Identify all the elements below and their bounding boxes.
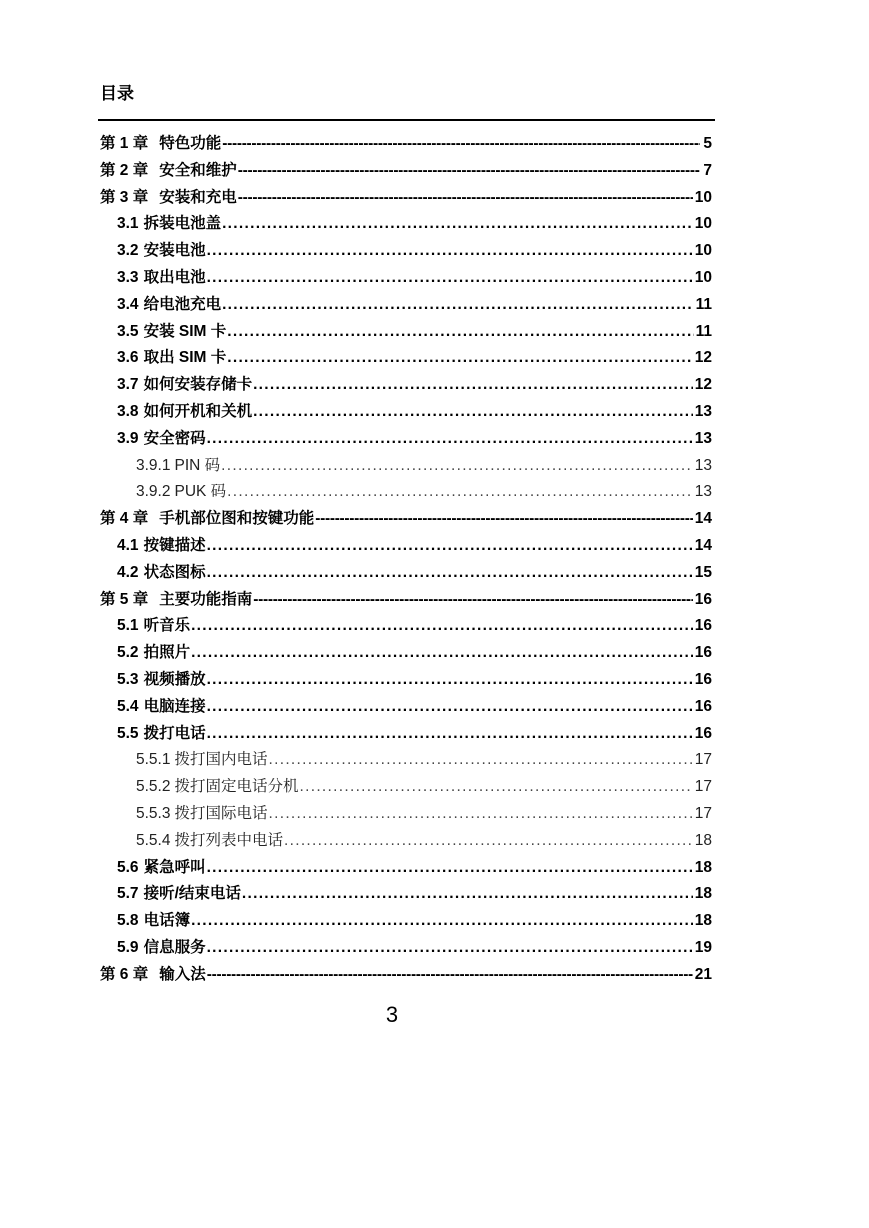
toc-entry-title: 拆装电池盖 bbox=[143, 215, 222, 233]
toc-entry[interactable] bbox=[100, 292, 712, 319]
toc-entry-title: 视频播放 bbox=[143, 670, 206, 688]
toc-entry-page: 13 bbox=[694, 483, 712, 501]
toc-entry[interactable] bbox=[100, 694, 712, 721]
toc-entry[interactable] bbox=[100, 962, 712, 989]
toc-entry-title: 输入法 bbox=[159, 965, 206, 983]
toc-entry[interactable] bbox=[100, 828, 712, 855]
toc-entry-title: 按键描述 bbox=[143, 536, 206, 554]
toc-entry[interactable] bbox=[100, 721, 712, 748]
toc-entry[interactable] bbox=[100, 908, 712, 935]
toc-leader bbox=[207, 721, 693, 748]
toc-entry-page: 21 bbox=[694, 965, 712, 983]
toc-entry-page: 19 bbox=[694, 938, 712, 956]
toc-entry-page: 12 bbox=[694, 349, 712, 367]
toc-entry[interactable] bbox=[100, 238, 712, 265]
toc-entry[interactable] bbox=[100, 855, 712, 882]
toc-entry-number: 3.9 bbox=[117, 429, 139, 447]
toc-leader bbox=[191, 613, 693, 640]
toc-entry-title: 拨打国内电话 bbox=[174, 751, 268, 769]
toc-entry-title: 安全和维护 bbox=[159, 161, 237, 179]
toc-entry-title: 如何安装存储卡 bbox=[143, 376, 253, 394]
toc-entry-page: 11 bbox=[695, 322, 712, 340]
toc-entry-title: 拍照片 bbox=[143, 644, 191, 662]
toc-leader bbox=[207, 694, 693, 721]
toc-entry-number: 3.8 bbox=[117, 402, 139, 420]
toc-entry[interactable] bbox=[100, 131, 712, 158]
toc-leader bbox=[207, 426, 693, 453]
toc-entry-title: 听音乐 bbox=[143, 617, 191, 635]
toc-entry[interactable] bbox=[100, 667, 712, 694]
toc-leader bbox=[207, 265, 693, 292]
toc-entry-title: 拨打列表中电话 bbox=[174, 831, 283, 849]
toc-entry-number: 5.4 bbox=[117, 697, 139, 715]
toc-entry-page: 16 bbox=[694, 724, 712, 742]
toc-entry-number: 5.3 bbox=[117, 670, 139, 688]
toc-entry-number: 第 4 章 bbox=[100, 510, 149, 528]
toc-entry-number: 5.7 bbox=[117, 885, 139, 903]
toc-entry-title: 取出电池 bbox=[143, 268, 206, 286]
toc-leader bbox=[253, 399, 693, 426]
toc-leader bbox=[207, 855, 693, 882]
toc-entry-number: 5.2 bbox=[117, 644, 139, 662]
toc-entry-number: 5.5 bbox=[117, 724, 139, 742]
page-title: 目录 bbox=[100, 84, 134, 103]
toc-entry[interactable] bbox=[100, 935, 712, 962]
toc-entry-title: 拨打固定电话分机 bbox=[174, 778, 299, 796]
toc-entry-page: 10 bbox=[694, 188, 712, 206]
toc-entry-number: 3.4 bbox=[117, 295, 139, 313]
toc-leader bbox=[227, 319, 693, 346]
toc-entry[interactable] bbox=[100, 640, 712, 667]
toc-entry-title: 紧急呼叫 bbox=[143, 858, 206, 876]
toc-entry-number: 第 5 章 bbox=[100, 590, 149, 608]
toc-entry-title: 拨打电话 bbox=[143, 724, 206, 742]
toc-entry-page: 10 bbox=[694, 268, 712, 286]
toc-entry-title: 安全密码 bbox=[143, 429, 206, 447]
toc-leader bbox=[191, 908, 693, 935]
toc-leader bbox=[315, 506, 693, 533]
toc-entry-number: 3.9.2 bbox=[136, 483, 171, 501]
toc-leader bbox=[242, 881, 693, 908]
toc-entry[interactable] bbox=[100, 345, 712, 372]
toc-entry[interactable] bbox=[100, 533, 712, 560]
toc-entry-page: 13 bbox=[694, 402, 712, 420]
toc-entry-page: 7 bbox=[703, 161, 712, 179]
toc-entry[interactable] bbox=[100, 426, 712, 453]
toc-leader bbox=[269, 801, 693, 828]
toc-entry-title: 拨打国际电话 bbox=[174, 804, 268, 822]
toc-leader bbox=[269, 747, 693, 774]
toc-entry-page: 18 bbox=[694, 912, 712, 930]
toc-entry-number: 3.7 bbox=[117, 376, 139, 394]
toc-entry-title: 如何开机和关机 bbox=[143, 402, 253, 420]
toc-entry[interactable] bbox=[100, 881, 712, 908]
toc-leader bbox=[222, 292, 694, 319]
toc-entry[interactable] bbox=[100, 747, 712, 774]
toc-leader bbox=[207, 667, 693, 694]
toc-leader bbox=[222, 211, 693, 238]
toc-entry[interactable] bbox=[100, 265, 712, 292]
toc-entry[interactable] bbox=[100, 774, 712, 801]
toc-entry-number: 第 6 章 bbox=[100, 965, 149, 983]
toc-entry-number: 第 3 章 bbox=[100, 188, 149, 206]
toc-entry-title: 取出 SIM 卡 bbox=[143, 349, 227, 367]
toc-entry-title: PIN 码 bbox=[174, 456, 221, 474]
toc-entry-number: 4.2 bbox=[117, 563, 139, 581]
toc-entry-number: 5.1 bbox=[117, 617, 139, 635]
toc-entry-title: 电话簿 bbox=[143, 912, 191, 930]
toc-entry-title: 主要功能指南 bbox=[159, 590, 253, 608]
toc-entry-title: 接听/结束电话 bbox=[143, 885, 241, 903]
toc-entry[interactable] bbox=[100, 506, 712, 533]
toc-entry-page: 18 bbox=[694, 831, 712, 849]
toc-entry[interactable] bbox=[100, 319, 712, 346]
toc-entry-number: 3.1 bbox=[117, 215, 139, 233]
toc-entry-page: 16 bbox=[694, 697, 712, 715]
toc-entry-title: 特色功能 bbox=[159, 135, 222, 152]
toc-leader bbox=[284, 828, 693, 855]
toc-leader bbox=[227, 345, 693, 372]
toc-entry-title: 状态图标 bbox=[143, 563, 206, 581]
toc-leader bbox=[238, 158, 700, 185]
toc-leader bbox=[238, 185, 693, 212]
toc-entry-title: 手机部位图和按键功能 bbox=[159, 510, 315, 528]
toc-entry-number: 第 2 章 bbox=[100, 161, 149, 179]
toc-entry-page: 14 bbox=[694, 510, 712, 528]
toc-entry[interactable] bbox=[100, 158, 712, 185]
toc-entry-number: 第 1 章 bbox=[100, 135, 149, 152]
table-of-contents bbox=[100, 131, 712, 989]
toc-leader bbox=[207, 935, 693, 962]
toc-entry-page: 12 bbox=[694, 376, 712, 394]
toc-entry-page: 5 bbox=[703, 135, 712, 152]
toc-entry-page: 14 bbox=[694, 536, 712, 554]
toc-leader bbox=[227, 479, 693, 506]
toc-entry[interactable] bbox=[100, 453, 712, 480]
toc-entry[interactable] bbox=[100, 613, 712, 640]
toc-entry-number: 5.5.4 bbox=[136, 831, 171, 849]
toc-entry[interactable] bbox=[100, 560, 712, 587]
toc-leader bbox=[253, 587, 693, 614]
toc-entry-page: 18 bbox=[694, 885, 712, 903]
toc-entry-title: 安装电池 bbox=[143, 242, 206, 260]
toc-entry[interactable] bbox=[100, 211, 712, 238]
toc-entry-number: 4.1 bbox=[117, 536, 139, 554]
toc-entry-number: 3.5 bbox=[117, 322, 139, 340]
toc-entry-page: 13 bbox=[694, 429, 712, 447]
toc-entry[interactable] bbox=[100, 587, 712, 614]
toc-entry[interactable] bbox=[100, 801, 712, 828]
toc-entry-page: 16 bbox=[694, 644, 712, 662]
toc-leader bbox=[207, 560, 693, 587]
toc-entry-number: 5.5.3 bbox=[136, 804, 171, 822]
toc-entry-number: 3.6 bbox=[117, 349, 139, 367]
toc-entry-page: 17 bbox=[694, 751, 712, 769]
page-number: 3 bbox=[385, 1002, 399, 1027]
toc-leader bbox=[222, 131, 700, 158]
toc-entry-title: PUK 码 bbox=[174, 483, 227, 501]
toc-leader bbox=[300, 774, 693, 801]
toc-leader bbox=[253, 372, 693, 399]
toc-entry-page: 13 bbox=[694, 456, 712, 474]
toc-entry-page: 16 bbox=[694, 617, 712, 635]
toc-entry-number: 5.5.1 bbox=[136, 751, 171, 769]
toc-leader bbox=[207, 962, 693, 989]
toc-entry-page: 11 bbox=[695, 295, 712, 313]
toc-entry-title: 安装和充电 bbox=[159, 188, 237, 206]
toc-entry-number: 3.3 bbox=[117, 268, 139, 286]
toc-entry-page: 10 bbox=[694, 215, 712, 233]
title-divider bbox=[98, 119, 715, 121]
toc-entry-number: 5.8 bbox=[117, 912, 139, 930]
toc-entry-page: 15 bbox=[694, 563, 712, 581]
toc-entry-title: 安装 SIM 卡 bbox=[143, 322, 227, 340]
toc-entry-page: 17 bbox=[694, 778, 712, 796]
toc-entry-page: 17 bbox=[694, 804, 712, 822]
toc-entry[interactable] bbox=[100, 372, 712, 399]
toc-entry-number: 5.9 bbox=[117, 938, 139, 956]
toc-entry[interactable] bbox=[100, 479, 712, 506]
toc-entry-page: 18 bbox=[694, 858, 712, 876]
toc-entry-page: 16 bbox=[694, 590, 712, 608]
toc-leader bbox=[207, 533, 693, 560]
toc-entry-number: 3.9.1 bbox=[136, 456, 171, 474]
toc-entry-number: 3.2 bbox=[117, 242, 139, 260]
toc-entry-number: 5.6 bbox=[117, 858, 139, 876]
toc-entry[interactable] bbox=[100, 185, 712, 212]
toc-entry[interactable] bbox=[100, 399, 712, 426]
toc-entry-title: 信息服务 bbox=[143, 938, 206, 956]
toc-entry-page: 16 bbox=[694, 670, 712, 688]
toc-entry-page: 10 bbox=[694, 242, 712, 260]
toc-leader bbox=[221, 453, 693, 480]
toc-leader bbox=[191, 640, 693, 667]
toc-entry-title: 给电池充电 bbox=[143, 295, 222, 313]
toc-leader bbox=[207, 238, 693, 265]
toc-entry-number: 5.5.2 bbox=[136, 778, 171, 796]
toc-entry-title: 电脑连接 bbox=[143, 697, 206, 715]
